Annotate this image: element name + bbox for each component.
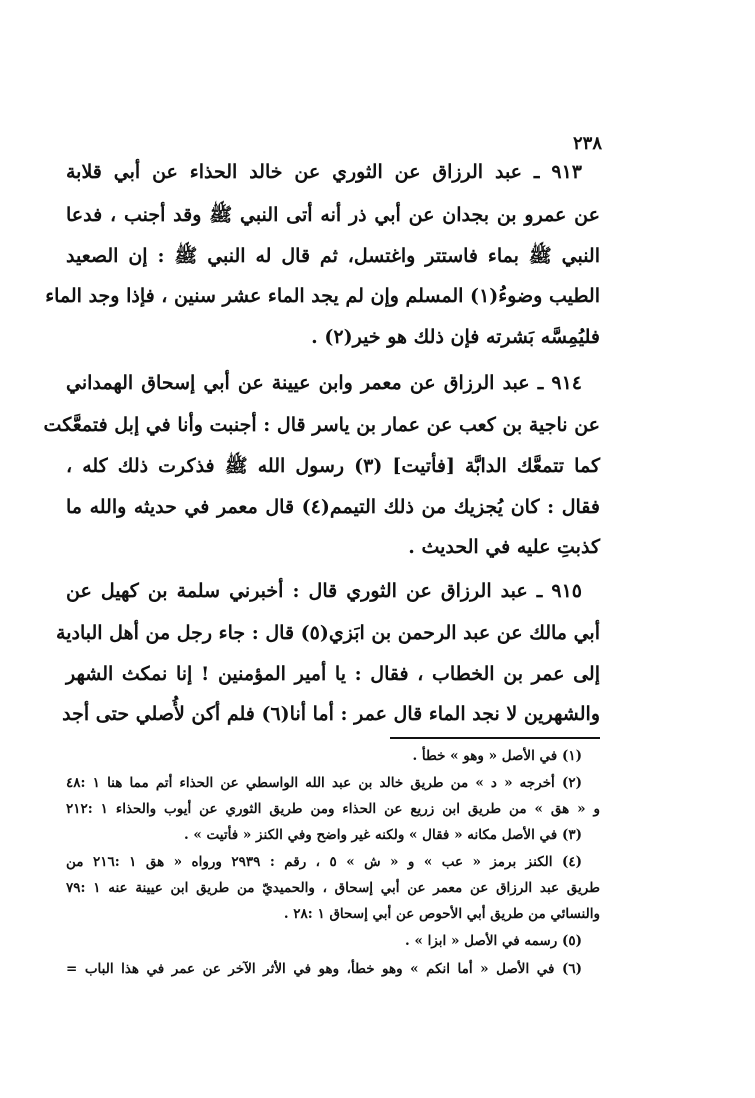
text-line: ٩١٥ ـ عبد الرزاق عن الثوري قال : أخبرني سلمة بن كهيل عن: [66, 580, 582, 602]
footnote: (٤) الكنز برمز « عب » و « ش » ٥ ، رقم : ٢٩٣٩ ورواه « هق ١ :٢١٦ من: [66, 854, 582, 870]
text-line: كذبتِ عليه في الحديث .: [408, 536, 600, 558]
text-line: النبي ﷺ بماء فاستتر واغتسل، ثم قال له النبي ﷺ : إن الصعيد: [66, 245, 600, 267]
text-line: فقال : كان يُجزيك من ذلك التيمم(٤) قال معمر في حديثه والله ما: [66, 496, 600, 518]
text-line: ٩١٣ ـ عبد الرزاق عن الثوري عن خالد الحذاء عن أبي قلابة: [66, 161, 582, 183]
footnote: (٣) في الأصل مكانه « فقال » ولكنه غير واضح وفي الكنز « فأتيت » .: [184, 827, 582, 843]
footnote: (١) في الأصل « وهو » خطأ .: [412, 748, 582, 764]
footnote: (٦) في الأصل « أما انكم » وهو خطأ، وهو في الأثر الآخر عن عمر في هذا الباب =: [66, 961, 582, 977]
footnote-divider: [390, 737, 600, 739]
footnote: و « هق » من طريق ابن زريع عن الحذاء ومن طريق الثوري عن أيوب والحذاء ١ :٢١٢: [66, 801, 600, 817]
text-line: الطيب وضوءُ(١) المسلم وإن لم يجد الماء عشر سنين ، فإذا وجد الماء: [45, 285, 600, 307]
text-line: ٩١٤ ـ عبد الرزاق عن معمر وابن عيينة عن أبي إسحاق الهمداني: [66, 372, 582, 394]
text-line: عن ناجية بن كعب عن عمار بن ياسر قال : أجنبت وأنا في إبل فتمعَّكت: [43, 414, 600, 436]
text-line: عن عمرو بن بجدان عن أبي ذر أنه أتى النبي ﷺ وقد أجنب ، فدعا: [66, 204, 600, 226]
page-number: ٢٣٨: [572, 133, 602, 154]
text-line: إلى عمر بن الخطاب ، فقال : يا أمير المؤمنين ! إنا نمكث الشهر: [66, 663, 600, 685]
footnote: طريق عبد الرزاق عن معمر عن أبي إسحاق ، والحميديّ من طريق ابن عيينة عنه ١ :٧٩: [66, 880, 601, 896]
footnote: (٢) أخرجه « د » من طريق خالد بن عبد الله الواسطي عن الحذاء أتم مما هنا ١ :٤٨: [66, 775, 582, 791]
text-line: فليُمِسَّه بَشرته فإن ذلك هو خير(٢) .: [311, 326, 600, 348]
footnote: والنسائي من طريق أبي الأحوص عن أبي إسحاق ١ :٢٨ .: [283, 906, 600, 922]
footnote: (٥) رسمه في الأصل « ابزا » .: [405, 933, 582, 949]
text-line: أبي مالك عن عبد الرحمن بن ابَزي(٥) قال : جاء رجل من أهل البادية: [56, 622, 600, 644]
text-line: والشهرين لا نجد الماء قال عمر : أما أنا(٦) فلم أكن لأُصلي حتى أجد: [62, 703, 600, 725]
text-line: كما تتمعَّك الدابَّة [فأتيت] (٣) رسول الله ﷺ فذكرت ذلك كله ،: [66, 455, 600, 477]
